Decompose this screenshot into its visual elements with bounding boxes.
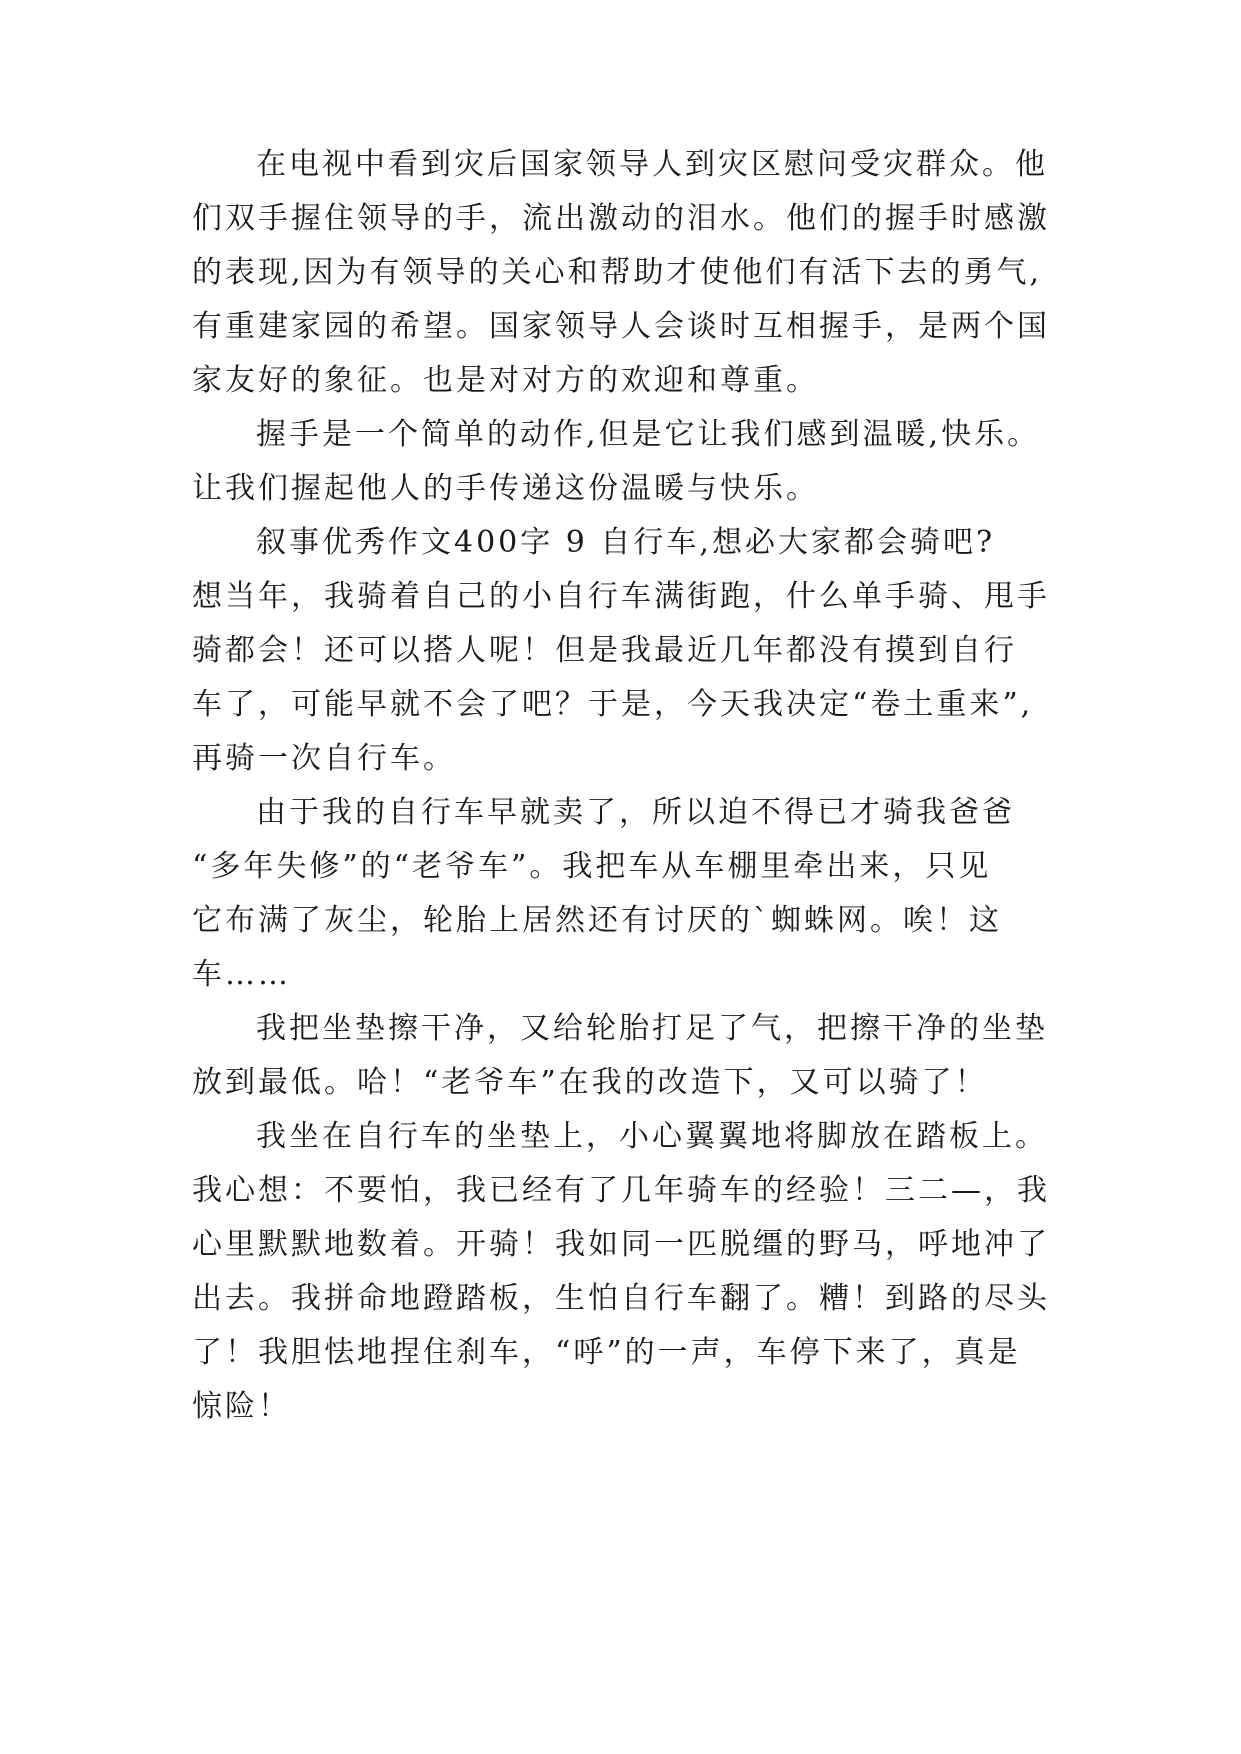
text-line: 了！我胆怯地捏住刹车，“呼”的一声，车停下来了，真是: [192, 1335, 1021, 1370]
text-line: “多年失修”的“老爷车”。我把车从车棚里牵出来，只见: [192, 849, 992, 884]
text-line: 我坐在自行车的坐垫上，小心翼翼地将脚放在踏板上。: [256, 1119, 1048, 1154]
text-line: 车了，可能早就不会了吧？于是，今天我决定“卷土重来”,: [192, 687, 1034, 722]
text-line: 们双手握住领导的手，流出激动的泪水。他们的握手时感激: [192, 201, 1050, 236]
text-line: 放到最低。哈！“老爷车”在我的改造下，又可以骑了！: [192, 1065, 988, 1100]
text-line: 握手是一个简单的动作,但是它让我们感到温暖,快乐。: [256, 417, 1041, 452]
text-line: 我把坐垫擦干净，又给轮胎打足了气，把擦干净的坐垫: [256, 1011, 1048, 1046]
text-line: 让我们握起他人的手传递这份温暖与快乐。: [192, 471, 819, 506]
text-line: 由于我的自行车早就卖了，所以迫不得已才骑我爸爸: [256, 795, 1015, 830]
text-line: 在电视中看到灾后国家领导人到灾区慰问受灾群众。他: [256, 147, 1048, 182]
text-line: 它布满了灰尘，轮胎上居然还有讨厌的`蜘蛛网。唉！这: [192, 903, 1002, 938]
text-line: 我心想：不要怕，我已经有了几年骑车的经验！三二—，我: [192, 1173, 1050, 1208]
text-line: 车……: [192, 957, 291, 992]
text-line: 心里默默地数着。开骑！我如同一匹脱缰的野马，呼地冲了: [192, 1227, 1050, 1262]
text-line: 叙事优秀作文400字 9 自行车,想必大家都会骑吧?: [256, 525, 996, 560]
text-line: 惊险！: [192, 1389, 291, 1424]
text-line: 出去。我拼命地蹬踏板，生怕自行车翻了。糟！到路的尽头: [192, 1281, 1050, 1316]
text-line: 家友好的象征。也是对对方的欢迎和尊重。: [192, 363, 819, 398]
text-line: 再骑一次自行车。: [192, 741, 456, 776]
text-line: 有重建家园的希望。国家领导人会谈时互相握手，是两个国: [192, 309, 1050, 344]
text-line: 骑都会！还可以搭人呢！但是我最近几年都没有摸到自行: [192, 633, 1017, 668]
text-line: 的表现,因为有领导的关心和帮助才使他们有活下去的勇气,: [192, 255, 1043, 290]
text-line: 想当年，我骑着自己的小自行车满街跑，什么单手骑、甩手: [192, 579, 1050, 614]
